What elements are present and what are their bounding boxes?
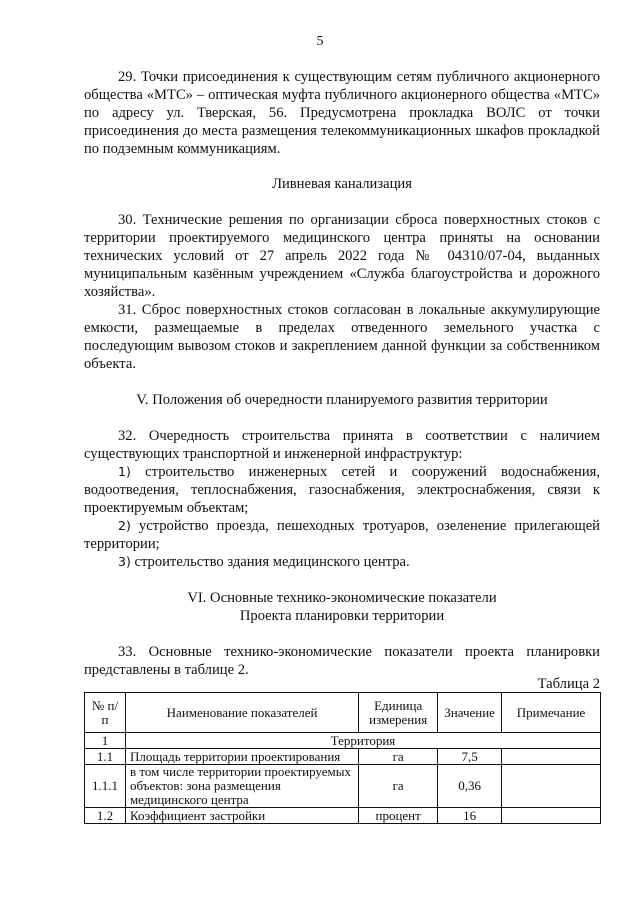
list-item-number: 1): [118, 464, 131, 479]
row-num: 1.1: [85, 749, 126, 765]
list-item-number: 3): [118, 554, 131, 569]
list-item-3: [84, 553, 600, 571]
page-number: 5: [316, 34, 324, 49]
header-value: Значение: [438, 693, 502, 733]
paragraph-32: 32. Очередность строительства принята в соответствии с наличием существующих транспортной и инженерной инфраструктур:: [84, 428, 600, 462]
row-value: 7,5: [438, 749, 502, 765]
document-body: [84, 68, 600, 679]
paragraph-33: 33. Основные технико-экономические показатели проекта планировки представлены в таблице 2.: [84, 644, 600, 678]
row-value: 16: [438, 808, 502, 824]
heading-section-5: V. Положения об очередности планируемого развития территории: [136, 392, 548, 408]
row-name: в том числе территории проектируемых объектов: зона размещения медицинского центра: [125, 765, 358, 808]
paragraph-31: 31. Сброс поверхностных стоков согласован в локальные аккумулирующие емкости, размещаемые в пределах отведенного земельного участка с последующим вывозом стоков и закреплением данной функции за собственником объекта.: [84, 302, 600, 372]
heading-section-6-subtitle: Проекта планировки территории: [239, 608, 445, 624]
row-value: 0,36: [438, 765, 502, 808]
row-unit: га: [359, 749, 438, 765]
row-note: [502, 808, 601, 824]
row-name: Площадь территории проектирования: [125, 749, 358, 765]
list-item-text: устройство проезда, пешеходных тротуаров, озеленение прилегающей территории;: [84, 518, 600, 552]
row-note: [502, 749, 601, 765]
heading-section-6: VI. Основные технико-экономические показатели: [187, 590, 497, 606]
row-unit: га: [359, 765, 438, 808]
paragraph-30: 30. Технические решения по организации сброса поверхностных стоков с территории проектируемого медицинского центра приняты на основании технических условий от 27 апрель 2022 года № 04310/07-04, выданных муниципальным казённым учреждением «Служба благоустройства и дорожного хозяйства».: [84, 212, 600, 300]
table-caption: Таблица 2: [537, 676, 600, 692]
table-section-row: [85, 733, 601, 749]
header-name: Наименование показателей: [125, 693, 358, 733]
header-unit: Единица измерения: [359, 693, 438, 733]
table-row: [85, 808, 601, 824]
row-num: 1.1.1: [85, 765, 126, 808]
paragraph-29: 29. Точки присоединения к существующим сетям публичного акционерного общества «МТС» – оптическая муфта публичного акционерного общества «МТС» по адресу ул. Тверская, 56. Предусмотрена прокладка ВОЛС от точки присоединения до места размещения телекоммуникационных шкафов прокладкой по подземным коммуникациям.: [84, 69, 600, 157]
list-item-2: [84, 517, 600, 553]
row-name: Коэффициент застройки: [125, 808, 358, 824]
section-num: 1: [85, 733, 126, 749]
header-num: № п/п: [85, 693, 126, 733]
list-item-text: строительство инженерных сетей и сооружений водоснабжения, водоотведения, теплоснабжения, газоснабжения, электроснабжения, связи к проектируемым объектам;: [84, 464, 600, 516]
row-note: [502, 765, 601, 808]
indicators-table: [84, 692, 601, 824]
heading-storm-sewer: Ливневая канализация: [272, 176, 412, 192]
table-row: [85, 765, 601, 808]
list-item-1: [84, 463, 600, 517]
list-item-number: 2): [118, 518, 131, 533]
header-note: Примечание: [502, 693, 601, 733]
table-row: [85, 749, 601, 765]
table-header-row: [85, 693, 601, 733]
row-unit: процент: [359, 808, 438, 824]
list-item-text: строительство здания медицинского центра.: [134, 554, 410, 570]
row-num: 1.2: [85, 808, 126, 824]
section-title: Территория: [125, 733, 600, 749]
